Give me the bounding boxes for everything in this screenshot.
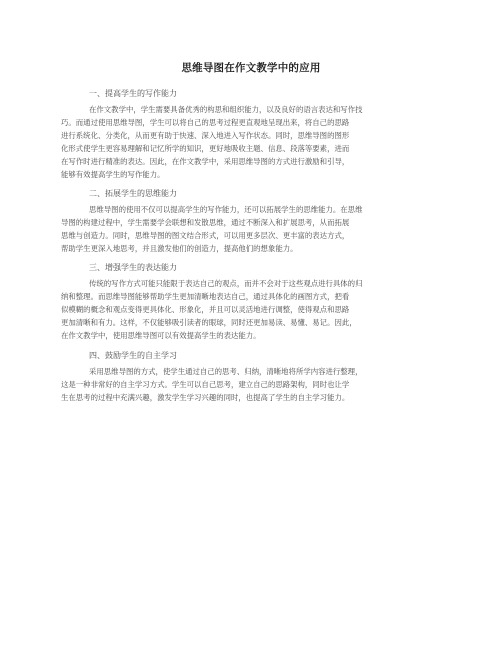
section-heading-1: 一、提高学生的写作能力 [89,89,177,98]
section-heading-2: 二、拓展学生的思维能力 [89,189,177,198]
section-paragraph-3 [61,277,429,342]
document-title: 思维导图在作文教学中的应用 [181,62,321,74]
paragraph-line: 导图的构建过程中，学生需要学会联想和发散思维，通过不断深入和扩展思考，从而拓展 [61,218,350,227]
paragraph-line: 这是一种非常好的自主学习方式。学生可以自己思考，建立自己的思路架构，同时也让学 [61,380,350,389]
paragraph-line: 在写作时进行精准的表达。因此，在作文教学中，采用思维导图的方式进行激励和引导， [61,157,350,166]
paragraph-line: 能够有效提高学生的写作能力。 [61,170,165,179]
section-paragraph-2 [61,203,429,255]
paragraph-line: 思维与创造力。同时，思维导图的图文结合形式，可以用更多层次、更丰富的表达方式， [61,231,350,240]
paragraph-line: 在作文教学中，学生需要具备优秀的构思和组织能力，以及良好的语言表达和写作技 [89,105,363,114]
paragraph-line: 似模糊的概念和观点变得更具体化、形象化，并且可以灵活地进行调整，使得观点和思路 [61,305,350,314]
paragraph-line: 更加清晰和有力。这样，不仅能够吸引读者的眼球，同时还更加易读、易懂、易记。因此， [61,318,357,327]
section-paragraph-4 [61,365,429,404]
paragraph-line: 化形式使学生更容易理解和记忆所学的知识，更好地吸收主题、信息、段落等要素，进而 [61,144,350,153]
paragraph-line: 传统的写作方式可能只能限于表达自己的观点，而并不会对于这些观点进行具体的归 [89,279,363,288]
section-heading-3: 三、增强学生的表达能力 [89,263,177,272]
paragraph-line: 采用思维导图的方式，使学生通过自己的思考、归纳，清晰地将所学内容进行整理， [89,367,363,376]
paragraph-line: 思维导图的使用不仅可以提高学生的写作能力，还可以拓展学生的思维能力。在思维 [89,205,363,214]
section-heading-4: 四、鼓励学生的自主学习 [89,351,177,360]
paragraph-line: 纳和整理。而思维导图能够帮助学生更加清晰地表达自己，通过具体化的画图方式，把看 [61,292,350,301]
paragraph-line: 在作文教学中，使用思维导图可以有效提高学生的表达能力。 [61,331,261,340]
paragraph-line: 帮助学生更深入地思考，并且激发他们的创造力，提高他们的想象能力。 [61,244,298,253]
paragraph-line: 生在思考的过程中充满兴趣，激发学生学习兴趣的同时，也提高了学生的自主学习能力。 [61,393,350,402]
section-paragraph-1 [61,103,429,181]
paragraph-line: 巧。而通过使用思维导图，学生可以将自己的思考过程更直观地呈现出来，将自己的思路 [61,118,350,127]
paragraph-line: 进行系统化、分类化，从而更有助于快速、深入地进入写作状态。同时，思维导图的图形 [61,131,350,140]
